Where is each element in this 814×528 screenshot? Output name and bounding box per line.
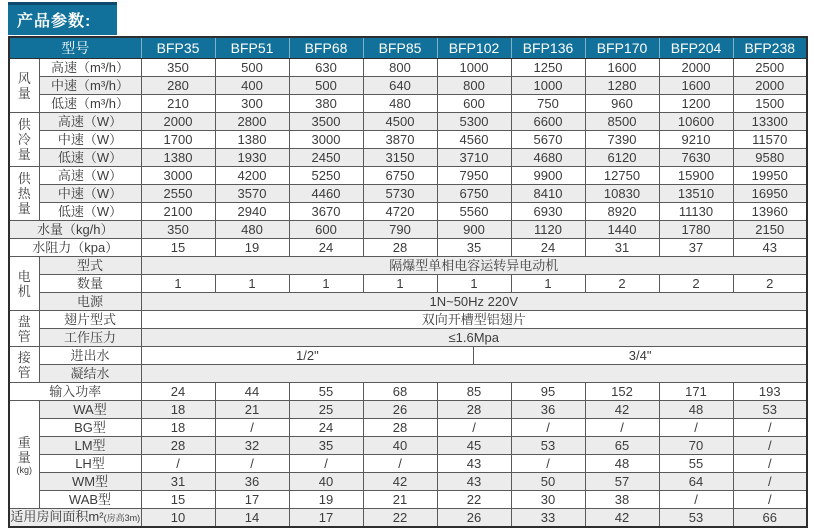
cell: 25 [289, 401, 363, 419]
cell: 1 [141, 275, 215, 293]
row-label: WM型 [39, 473, 141, 491]
span-cell: ≤1.6Mpa [141, 329, 807, 347]
cell: 2940 [215, 203, 289, 221]
cell: 3870 [363, 131, 437, 149]
cell: 22 [437, 491, 511, 509]
table-row [9, 347, 807, 365]
cell: 68 [363, 383, 437, 401]
row-label: 低速（W） [39, 203, 141, 221]
table-row [9, 473, 807, 491]
cell: 2 [585, 275, 659, 293]
cell: 43 [437, 473, 511, 491]
cell: 630 [289, 59, 363, 77]
group-label: 供 热 量 [9, 167, 39, 221]
cell: 1000 [437, 59, 511, 77]
table-row [9, 365, 807, 383]
cell: 2000 [659, 59, 733, 77]
cell: 57 [585, 473, 659, 491]
cell: 280 [141, 77, 215, 95]
cell: 53 [659, 509, 733, 528]
cell: 800 [363, 59, 437, 77]
cell: 5250 [289, 167, 363, 185]
row-label: 工作压力 [39, 329, 141, 347]
table-row [9, 167, 807, 185]
cell: 152 [585, 383, 659, 401]
cell: 18 [141, 401, 215, 419]
table-row [9, 95, 807, 113]
cell: 40 [289, 473, 363, 491]
cell: 7630 [659, 149, 733, 167]
cell: 12750 [585, 167, 659, 185]
cell: 8500 [585, 113, 659, 131]
cell: 35 [289, 437, 363, 455]
cell: 19 [215, 239, 289, 257]
cell: 15 [141, 491, 215, 509]
row-label: BG型 [39, 419, 141, 437]
group-label: 电 机 [9, 257, 39, 311]
column-header: BFP170 [585, 37, 659, 59]
group-label: 供 冷 量 [9, 113, 39, 167]
cell: 53 [511, 437, 585, 455]
cell: 2 [659, 275, 733, 293]
cell: 1500 [733, 95, 807, 113]
cell: 1600 [659, 77, 733, 95]
cell: 5730 [363, 185, 437, 203]
cell: 2000 [141, 113, 215, 131]
cell: 24 [289, 419, 363, 437]
cell: 1250 [511, 59, 585, 77]
page-title: 产品参数: [8, 2, 117, 35]
cell: 6930 [511, 203, 585, 221]
cell: 2500 [733, 59, 807, 77]
cell: 24 [511, 239, 585, 257]
header-model-label: 型号 [9, 37, 141, 59]
span-cell [141, 365, 807, 383]
cell: / [733, 455, 807, 473]
cell: 55 [659, 455, 733, 473]
cell: 95 [511, 383, 585, 401]
cell: 1 [289, 275, 363, 293]
table-row [9, 419, 807, 437]
table-row [9, 383, 807, 401]
table-row [9, 437, 807, 455]
cell: 17 [215, 491, 289, 509]
cell: 1/2" [296, 348, 319, 363]
cell: 38 [585, 491, 659, 509]
cell: 5300 [437, 113, 511, 131]
cell: 33 [511, 509, 585, 528]
column-header: BFP68 [289, 37, 363, 59]
table-row [9, 131, 807, 149]
table-row [9, 221, 807, 239]
cell: 4200 [215, 167, 289, 185]
cell: 3670 [289, 203, 363, 221]
cell: 10600 [659, 113, 733, 131]
table-row [9, 455, 807, 473]
row-label: WAB型 [39, 491, 141, 509]
row-label: WA型 [39, 401, 141, 419]
cell: 21 [363, 491, 437, 509]
column-header: BFP35 [141, 37, 215, 59]
table-row [9, 203, 807, 221]
group-label: 接 管 [9, 347, 39, 383]
column-header: BFP51 [215, 37, 289, 59]
cell: 2100 [141, 203, 215, 221]
cell: 600 [289, 221, 363, 239]
cell: 22 [363, 509, 437, 528]
cell: 7390 [585, 131, 659, 149]
cell: 43 [437, 455, 511, 473]
cell: 24 [289, 239, 363, 257]
cell: 171 [659, 383, 733, 401]
row-label: 进出水 [39, 347, 141, 365]
table-header [9, 37, 807, 59]
cell: / [141, 455, 215, 473]
cell: 1200 [659, 95, 733, 113]
row-label: 中速（W） [39, 185, 141, 203]
column-header: BFP102 [437, 37, 511, 59]
cell: 15900 [659, 167, 733, 185]
cell: 48 [585, 455, 659, 473]
table-row [9, 293, 807, 311]
cell: 1 [437, 275, 511, 293]
column-header: BFP85 [363, 37, 437, 59]
cell: 350 [141, 221, 215, 239]
cell: 1700 [141, 131, 215, 149]
group-label: 盘 管 [9, 311, 39, 347]
cell: 960 [585, 95, 659, 113]
cell: / [289, 455, 363, 473]
cell: 6600 [511, 113, 585, 131]
row-label: 型式 [39, 257, 141, 275]
cell: 65 [585, 437, 659, 455]
cell: 350 [141, 59, 215, 77]
table-row [9, 113, 807, 131]
cell: 1380 [141, 149, 215, 167]
cell: 6750 [437, 185, 511, 203]
cell: 13300 [733, 113, 807, 131]
cell: 64 [659, 473, 733, 491]
span-cell: 隔爆型单相电容运转异电动机 [141, 257, 807, 275]
cell: 32 [215, 437, 289, 455]
cell: 4560 [437, 131, 511, 149]
split-cell [141, 347, 807, 365]
cell: 26 [437, 509, 511, 528]
cell: 380 [289, 95, 363, 113]
spec-table [8, 36, 808, 528]
cell: 193 [733, 383, 807, 401]
cell: 1 [363, 275, 437, 293]
cell: 1 [511, 275, 585, 293]
cell: 1120 [511, 221, 585, 239]
cell: 28 [437, 401, 511, 419]
cell: 36 [511, 401, 585, 419]
cell: 14 [215, 509, 289, 528]
cell: 9900 [511, 167, 585, 185]
row-label: 水量（kg/h） [9, 221, 141, 239]
cell: / [215, 419, 289, 437]
row-label: LM型 [39, 437, 141, 455]
cell: 66 [733, 509, 807, 528]
cell: 5670 [511, 131, 585, 149]
cell: 6750 [363, 167, 437, 185]
table-row [9, 59, 807, 77]
cell: 640 [363, 77, 437, 95]
cell: 50 [511, 473, 585, 491]
cell: 37 [659, 239, 733, 257]
cell: 1 [215, 275, 289, 293]
table-row [9, 257, 807, 275]
cell: 30 [511, 491, 585, 509]
table-body [9, 59, 807, 528]
cell: 28 [363, 239, 437, 257]
cell: 2000 [733, 77, 807, 95]
cell: 9580 [733, 149, 807, 167]
table-row [9, 275, 807, 293]
row-label: 中速（W） [39, 131, 141, 149]
cell: / [215, 455, 289, 473]
cell: 55 [289, 383, 363, 401]
cell: 2550 [141, 185, 215, 203]
cell: 600 [437, 95, 511, 113]
cell: 1440 [585, 221, 659, 239]
cell: 21 [215, 401, 289, 419]
cell: 480 [363, 95, 437, 113]
cell: 31 [141, 473, 215, 491]
cell: 4460 [289, 185, 363, 203]
cell: 19950 [733, 167, 807, 185]
row-label: 水阻力（kpa） [9, 239, 141, 257]
cell: 36 [215, 473, 289, 491]
group-label: 风 量 [9, 59, 39, 113]
cell: 4720 [363, 203, 437, 221]
cell: 42 [585, 401, 659, 419]
cell: 480 [215, 221, 289, 239]
cell: 3000 [141, 167, 215, 185]
cell: 13510 [659, 185, 733, 203]
cell: 3/4" [473, 347, 806, 364]
cell: 28 [363, 419, 437, 437]
cell: 4680 [511, 149, 585, 167]
cell: 2150 [733, 221, 807, 239]
cell: 1380 [215, 131, 289, 149]
cell: 10 [141, 509, 215, 528]
cell: / [733, 437, 807, 455]
table-row [9, 509, 807, 528]
row-label: 高速（m³/h） [39, 59, 141, 77]
row-label: LH型 [39, 455, 141, 473]
cell: 790 [363, 221, 437, 239]
row-label: 高速（W） [39, 167, 141, 185]
cell: / [437, 419, 511, 437]
cell: 43 [733, 239, 807, 257]
cell: 17 [289, 509, 363, 528]
cell: 3710 [437, 149, 511, 167]
table-row [9, 77, 807, 95]
cell: 2 [733, 275, 807, 293]
cell: 11130 [659, 203, 733, 221]
cell: 8410 [511, 185, 585, 203]
cell: / [511, 455, 585, 473]
cell: 26 [363, 401, 437, 419]
cell: / [363, 455, 437, 473]
table-row [9, 311, 807, 329]
column-header: BFP238 [733, 37, 807, 59]
cell: 2800 [215, 113, 289, 131]
cell: / [733, 473, 807, 491]
cell: 11570 [733, 131, 807, 149]
cell: 16950 [733, 185, 807, 203]
cell: 8920 [585, 203, 659, 221]
cell: 3570 [215, 185, 289, 203]
cell: 40 [363, 437, 437, 455]
cell: / [659, 491, 733, 509]
cell: 1930 [215, 149, 289, 167]
cell: 13960 [733, 203, 807, 221]
row-label: 低速（m³/h） [39, 95, 141, 113]
cell: 85 [437, 383, 511, 401]
cell: 28 [141, 437, 215, 455]
span-cell: 双向开槽型铝翅片 [141, 311, 807, 329]
cell: 1280 [585, 77, 659, 95]
cell: 5560 [437, 203, 511, 221]
cell: 3000 [289, 131, 363, 149]
cell: 210 [141, 95, 215, 113]
cell: 800 [437, 77, 511, 95]
cell: 3150 [363, 149, 437, 167]
cell: 7950 [437, 167, 511, 185]
cell: 44 [215, 383, 289, 401]
table-row [9, 401, 807, 419]
cell: 4500 [363, 113, 437, 131]
cell: 42 [363, 473, 437, 491]
cell: 1000 [511, 77, 585, 95]
cell: / [585, 419, 659, 437]
cell: 31 [585, 239, 659, 257]
cell: 42 [585, 509, 659, 528]
row-label: 凝结水 [39, 365, 141, 383]
cell: 35 [437, 239, 511, 257]
cell: 48 [659, 401, 733, 419]
table-row [9, 491, 807, 509]
cell: 2450 [289, 149, 363, 167]
cell: / [659, 419, 733, 437]
cell: 500 [215, 59, 289, 77]
cell: 10830 [585, 185, 659, 203]
row-label: 适用房间面积m²(房高3m) [9, 509, 141, 528]
table-row [9, 329, 807, 347]
cell: 3500 [289, 113, 363, 131]
cell: / [511, 419, 585, 437]
cell: 1780 [659, 221, 733, 239]
cell: 15 [141, 239, 215, 257]
row-label: 高速（W） [39, 113, 141, 131]
cell: 19 [289, 491, 363, 509]
header-row [9, 37, 807, 59]
table-row [9, 185, 807, 203]
column-header: BFP136 [511, 37, 585, 59]
row-label: 中速（m³/h） [39, 77, 141, 95]
cell: 9210 [659, 131, 733, 149]
row-label: 输入功率 [9, 383, 141, 401]
span-cell: 1N~50Hz 220V [141, 293, 807, 311]
cell: 750 [511, 95, 585, 113]
cell: 18 [141, 419, 215, 437]
cell: / [733, 419, 807, 437]
cell: / [733, 491, 807, 509]
column-header: BFP204 [659, 37, 733, 59]
cell: 53 [733, 401, 807, 419]
row-label: 电源 [39, 293, 141, 311]
row-label: 数量 [39, 275, 141, 293]
row-label: 低速（W） [39, 149, 141, 167]
table-row [9, 239, 807, 257]
cell: 70 [659, 437, 733, 455]
cell: 300 [215, 95, 289, 113]
cell: 400 [215, 77, 289, 95]
cell: 24 [141, 383, 215, 401]
cell: 1600 [585, 59, 659, 77]
group-label: 重 量 (kg) [9, 401, 39, 509]
table-row [9, 149, 807, 167]
cell: 6120 [585, 149, 659, 167]
row-label: 翅片型式 [39, 311, 141, 329]
cell: 45 [437, 437, 511, 455]
cell: 900 [437, 221, 511, 239]
cell: 500 [289, 77, 363, 95]
